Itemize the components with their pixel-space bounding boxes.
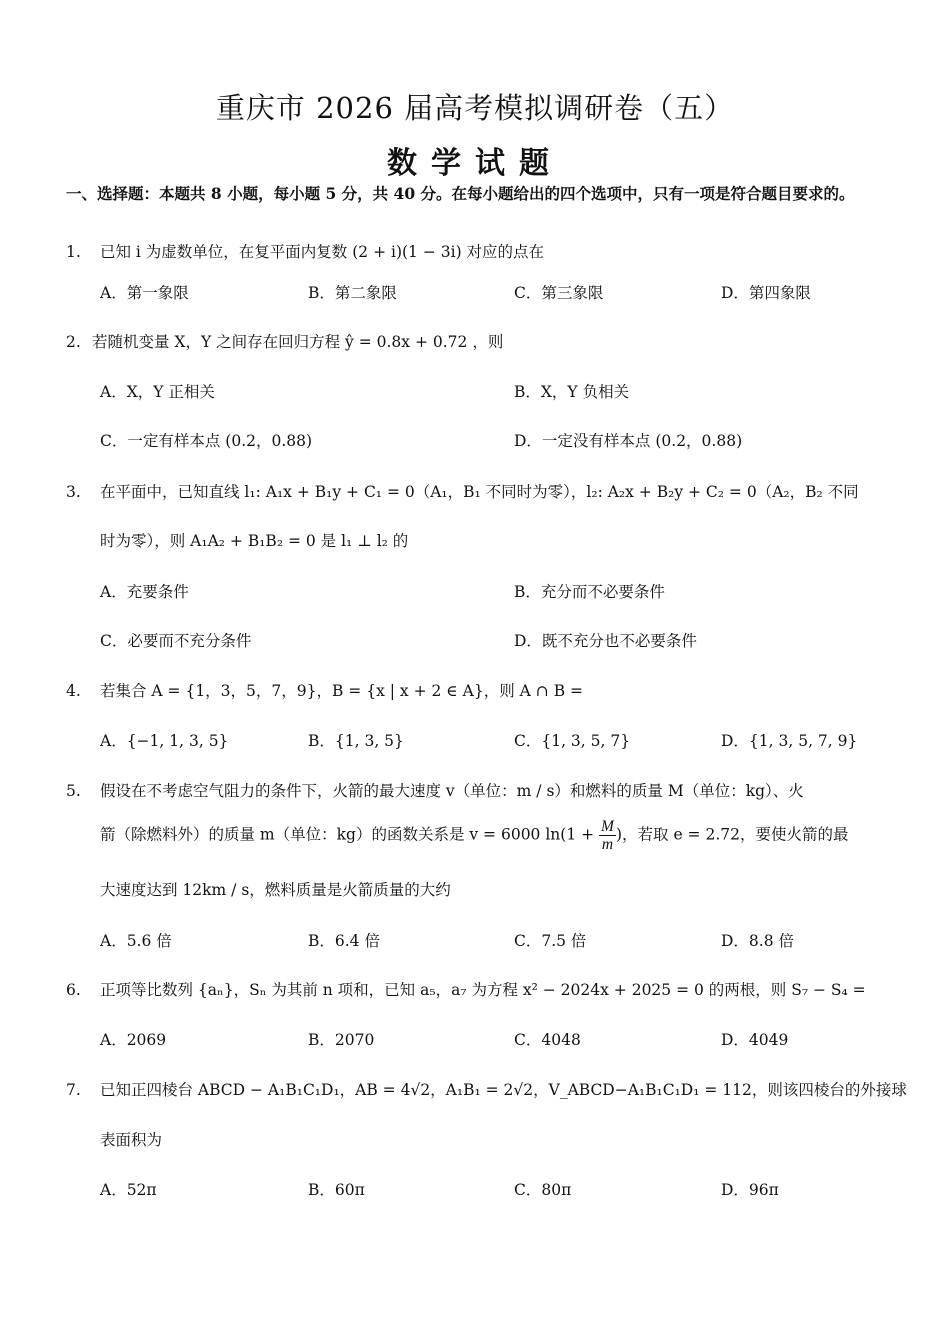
option-a: A．{−1, 1, 3, 5} [100,732,229,750]
page-subtitle: 数学试题 [387,146,563,181]
option-c: C．{1, 3, 5, 7} [514,732,631,750]
option-b: B．60π [308,1181,365,1199]
question-7-line-2: 表面积为 [100,1131,163,1149]
page-title: 重庆市 2026 届高考模拟调研卷（五） [215,91,735,125]
option-c: C．7.5 倍 [514,932,587,950]
option-a: A．X，Y 正相关 [100,383,215,401]
option-a: A．第一象限 [100,284,189,302]
option-a: A．充要条件 [100,583,189,601]
option-b: B．{1, 3, 5} [308,732,404,750]
question-6-text [66,978,866,1000]
question-line: 在平面中，已知直线 l₁: A₁x + B₁y + C₁ = 0（A₁，B₁ 不同时为零），l₂: A₂x + B₂y + C₂ = 0（A₂，B₂ 不同 [100,483,859,501]
option-c: C．第三象限 [514,284,604,302]
question-line: )，若取 e = 2.72，要使火箭的最 [615,825,849,844]
question-number: 1. [66,243,81,261]
question-2-text [66,330,503,352]
option-b: B．6.4 倍 [308,932,380,950]
question-7-text [66,1078,907,1100]
option-c: C．4048 [514,1031,581,1049]
question-number: 3. [66,483,81,501]
fraction-numerator: M [601,818,614,835]
option-c: C．80π [514,1181,572,1199]
question-5-line-2 [100,818,848,853]
option-a: A．2069 [100,1031,167,1049]
option-d: D．一定没有样本点 (0.2，0.88) [514,432,743,450]
option-b: B．充分而不必要条件 [514,583,665,601]
option-d: D．第四象限 [721,284,811,302]
question-3-line-2: 时为零），则 A₁A₂ + B₁B₂ = 0 是 l₁ ⊥ l₂ 的 [100,532,409,550]
option-d: D．{1, 3, 5, 7, 9} [721,732,858,750]
question-line: 假设在不考虑空气阻力的条件下，火箭的最大速度 v（单位：m / s）和燃料的质量 M（单位：kg）、火 [100,782,804,800]
option-a: A．5.6 倍 [100,932,172,950]
question-number: 2. [66,333,81,351]
option-b: B．X，Y 负相关 [514,383,630,401]
question-line: 已知正四棱台 ABCD − A₁B₁C₁D₁，AB = 4√2，A₁B₁ = 2√2，V_ABCD−A₁B₁C₁D₁ = 112，则该四棱台的外接球 [100,1081,907,1099]
question-line: 正项等比数列 {aₙ}，Sₙ 为其前 n 项和，已知 a₅，a₇ 为方程 x² − 2024x + 2025 = 0 的两根，则 S₇ − S₄ = [100,981,866,999]
question-3-text [66,480,859,502]
option-c: C．一定有样本点 (0.2，0.88) [100,432,313,450]
option-b: B．2070 [308,1031,375,1049]
question-1-text [66,240,544,262]
question-5-text [66,779,804,801]
fraction [599,818,616,853]
question-4-text [66,679,583,701]
question-number: 6. [66,981,81,999]
option-a: A．52π [100,1181,157,1199]
option-d: D．8.8 倍 [721,932,795,950]
question-number: 5. [66,782,81,800]
fraction-denominator: m [601,836,614,854]
question-number: 7. [66,1081,81,1099]
option-d: D．既不充分也不必要条件 [514,632,697,650]
option-d: D．96π [721,1181,779,1199]
option-b: B．第二象限 [308,284,397,302]
question-5-line-3: 大速度达到 12km / s，燃料质量是火箭质量的大约 [100,881,451,899]
section-heading: 一、选择题：本题共 8 小题，每小题 5 分，共 40 分。在每小题给出的四个选项中，只有一项是符合题目要求的。 [66,184,855,203]
option-d: D．4049 [721,1031,789,1049]
option-c: C．必要而不充分条件 [100,632,252,650]
question-line: 若随机变量 X，Y 之间存在回归方程 ŷ = 0.8x + 0.72 ，则 [92,333,504,351]
question-line: 若集合 A = {1，3，5，7，9}，B = {x | x + 2 ∈ A}，则 A ∩ B = [100,682,583,700]
question-number: 4. [66,682,81,700]
question-line: 箭（除燃料外）的质量 m（单位：kg）的函数关系是 v = 6000 ln(1 + [100,825,595,844]
question-line: 已知 i 为虚数单位，在复平面内复数 (2 + i)(1 − 3i) 对应的点在 [100,243,545,261]
